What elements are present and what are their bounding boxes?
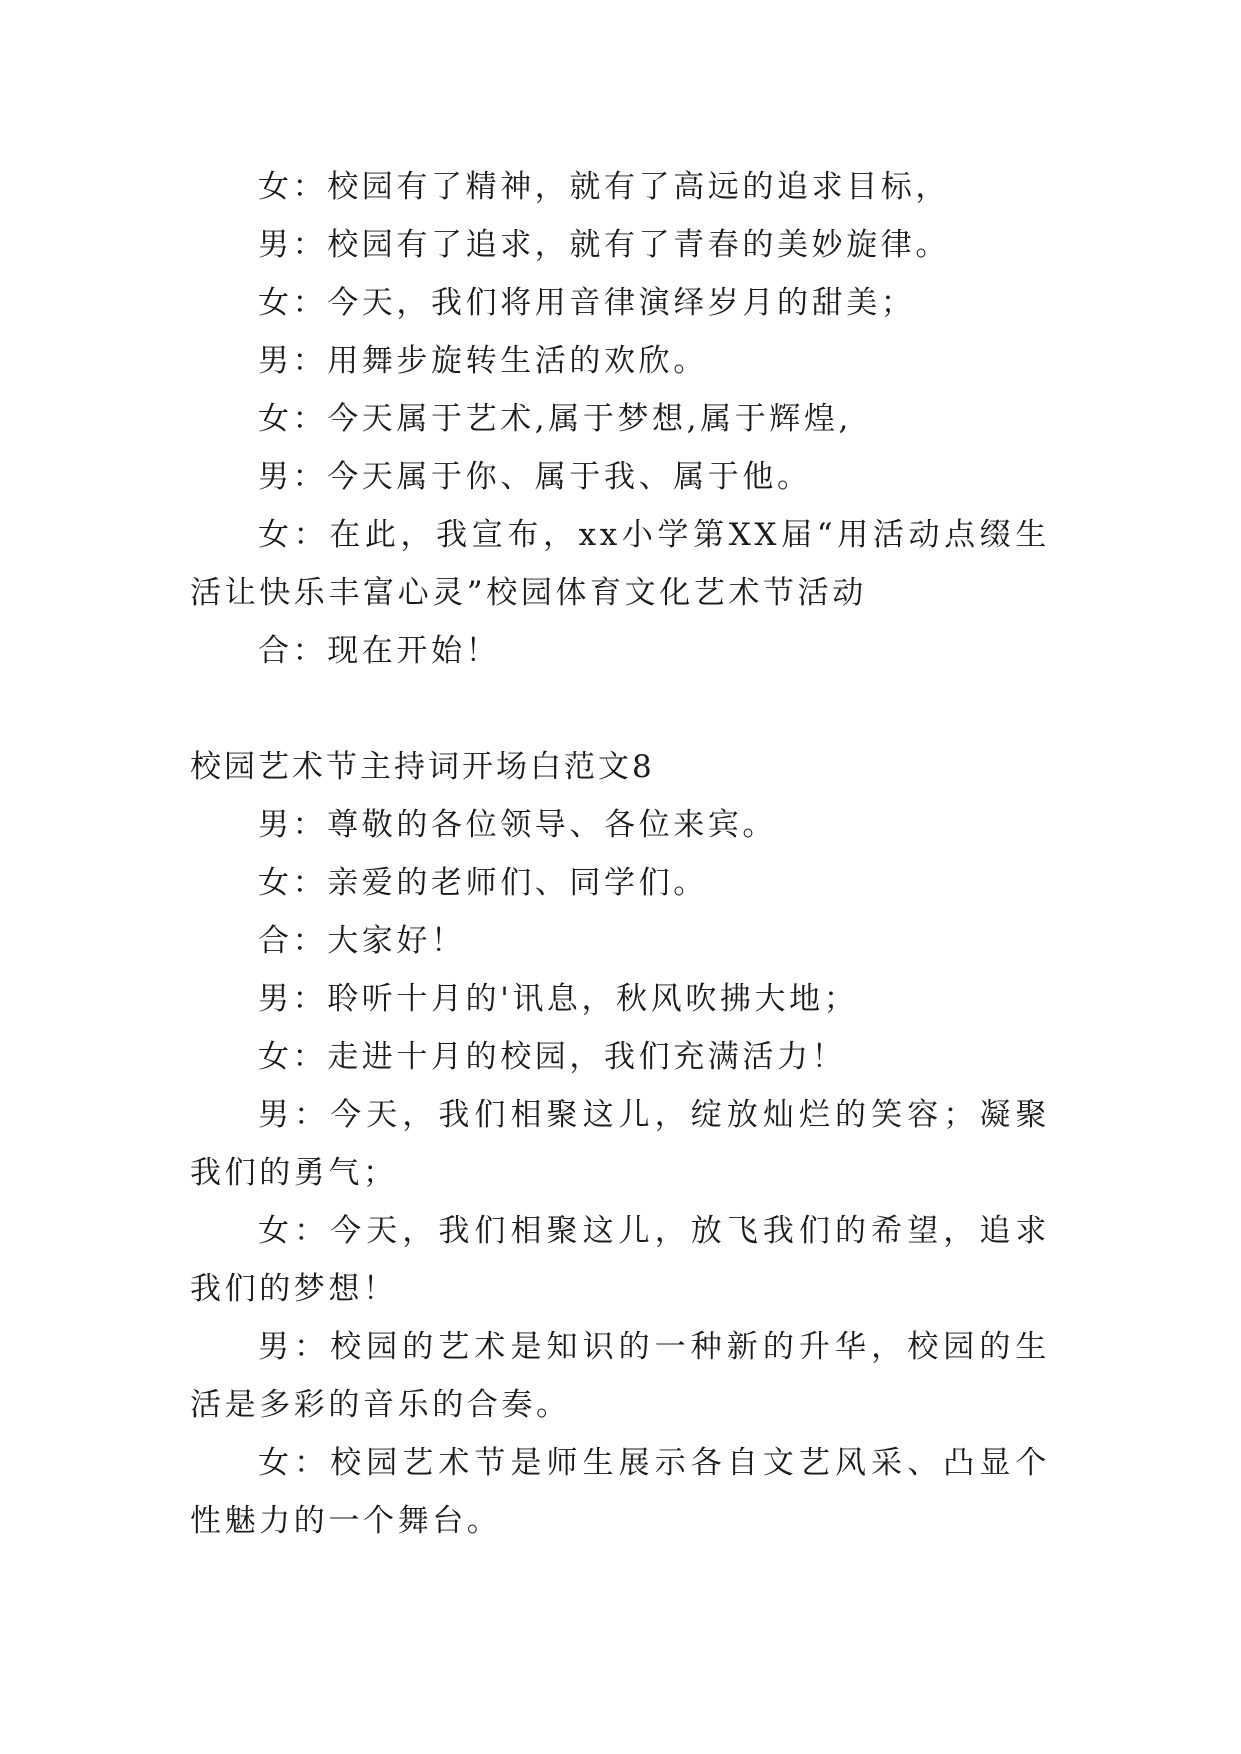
- dialogue-line: 女：在此，我宣布，xx小学第XX届“用活动点缀生活让快乐丰富心灵”校园体育文化艺术节活动: [190, 517, 1050, 611]
- dialogue-line: 男：用舞步旋转生活的欢欣。: [258, 343, 708, 379]
- dialogue-line: 女：今天，我们将用音律演绎岁月的甜美；: [258, 285, 916, 321]
- dialogue-line: 女：走进十月的校园，我们充满活力！: [258, 1039, 847, 1075]
- document-body: [190, 158, 1050, 1550]
- section-spacer: [190, 680, 1050, 738]
- dialogue-line: 女：校园艺术节是师生展示各自文艺风采、凸显个性魅力的一个舞台。: [190, 1445, 1050, 1539]
- dialogue-line: 男：今天，我们相聚这儿，绽放灿烂的笑容；凝聚我们的勇气；: [190, 1097, 1050, 1191]
- dialogue-line: 女：校园有了精神，就有了高远的追求目标，: [258, 169, 950, 205]
- dialogue-line: 合：现在开始！: [258, 633, 501, 669]
- dialogue-line: 女：亲爱的老师们、同学们。: [258, 865, 708, 901]
- dialogue-line: 合：大家好！: [258, 923, 466, 959]
- section-heading: 校园艺术节主持词开场白范文8: [190, 749, 655, 785]
- dialogue-line: 女：今天，我们相聚这儿，放飞我们的希望，追求我们的梦想！: [190, 1213, 1050, 1307]
- dialogue-line: 男：校园有了追求，就有了青春的美妙旋律。: [258, 227, 950, 263]
- dialogue-line: 男：尊敬的各位领导、各位来宾。: [258, 807, 777, 843]
- dialogue-line: 女：今天属于艺术,属于梦想,属于辉煌,: [258, 401, 852, 437]
- dialogue-line: 男：今天属于你、属于我、属于他。: [258, 459, 812, 495]
- dialogue-line: 男：聆听十月的'讯息，秋风吹拂大地；: [258, 981, 859, 1017]
- dialogue-line: 男：校园的艺术是知识的一种新的升华，校园的生活是多彩的音乐的合奏。: [190, 1329, 1050, 1423]
